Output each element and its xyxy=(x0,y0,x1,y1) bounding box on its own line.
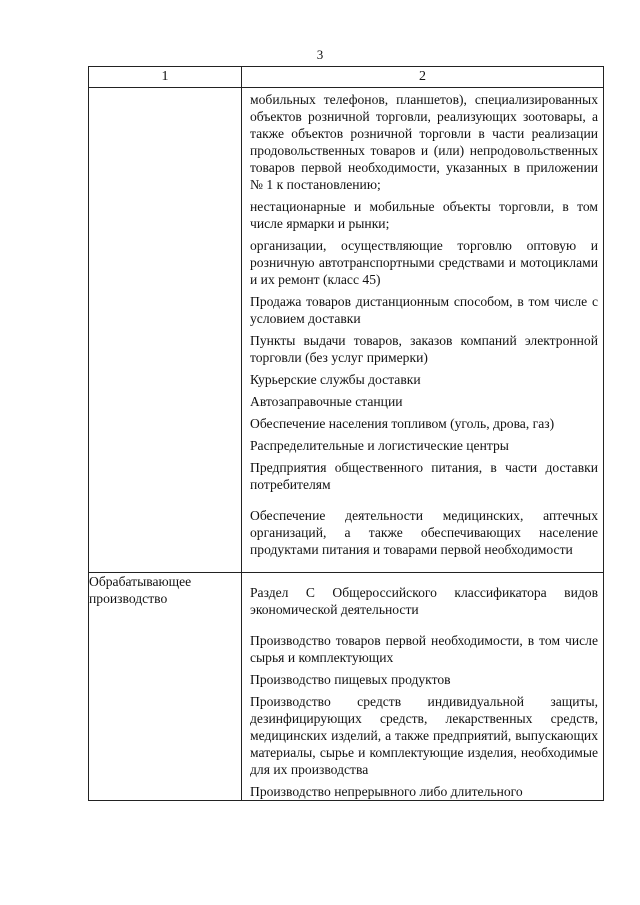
table-header-row xyxy=(89,67,604,88)
list-item: Производство товаров первой необходимости, в том числе сырья и комплектующих xyxy=(250,633,598,665)
list-item: Производство средств индивидуальной защиты, дезинфицирующих средств, лекарственных средств, медицинских изделий, а также предприятий, выпускающих материалы, сырье и комплектующие изделия, необходимые для их производства xyxy=(250,694,598,777)
list-item: Продажа товаров дистанционным способом, в том числе с условием доставки xyxy=(250,294,598,326)
entries-cell xyxy=(242,88,604,573)
list-item: Автозаправочные станции xyxy=(250,394,403,409)
page-number: 3 xyxy=(316,47,324,62)
category-cell xyxy=(89,88,242,573)
table-row xyxy=(89,88,604,573)
list-item: Обеспечение деятельности медицинских, аптечных организаций, а также обеспечивающих население продуктами питания и товарами первой необходимости xyxy=(250,508,598,557)
list-item: Предприятия общественного питания, в части доставки потребителям xyxy=(250,460,598,492)
list-item: нестационарные и мобильные объекты торговли, в том числе ярмарки и рынки; xyxy=(250,199,598,231)
column-header-1: 1 xyxy=(89,67,242,88)
table-row xyxy=(89,573,604,801)
column-header-2: 2 xyxy=(242,67,604,88)
entries-cell xyxy=(242,573,604,801)
list-item: Пункты выдачи товаров, заказов компаний электронной торговли (без услуг примерки) xyxy=(250,333,598,365)
activity-table xyxy=(88,66,604,801)
list-item: Раздел С Общероссийского классификатора видов экономической деятельности xyxy=(250,585,598,617)
list-item: Курьерские службы доставки xyxy=(250,372,421,387)
list-item: Производство непрерывного либо длительного xyxy=(250,784,523,799)
list-item: Распределительные и логистические центры xyxy=(250,438,509,453)
list-item: организации, осуществляющие торговлю оптовую и розничную автотранспортными средствами и мотоциклами и их ремонт (класс 45) xyxy=(250,238,598,287)
list-item: Производство пищевых продуктов xyxy=(250,672,451,687)
category-cell: Обрабатывающее производство xyxy=(89,573,242,801)
list-item: мобильных телефонов, планшетов), специализированных объектов розничной торговли, реализующих зоотовары, а также объектов розничной торговли в части реализации продовольственных товаров и (или) непродовольственных товаров первой необходимости, указанных в приложении № 1 к постановлению; xyxy=(250,92,598,192)
list-item: Обеспечение населения топливом (уголь, дрова, газ) xyxy=(250,416,555,431)
